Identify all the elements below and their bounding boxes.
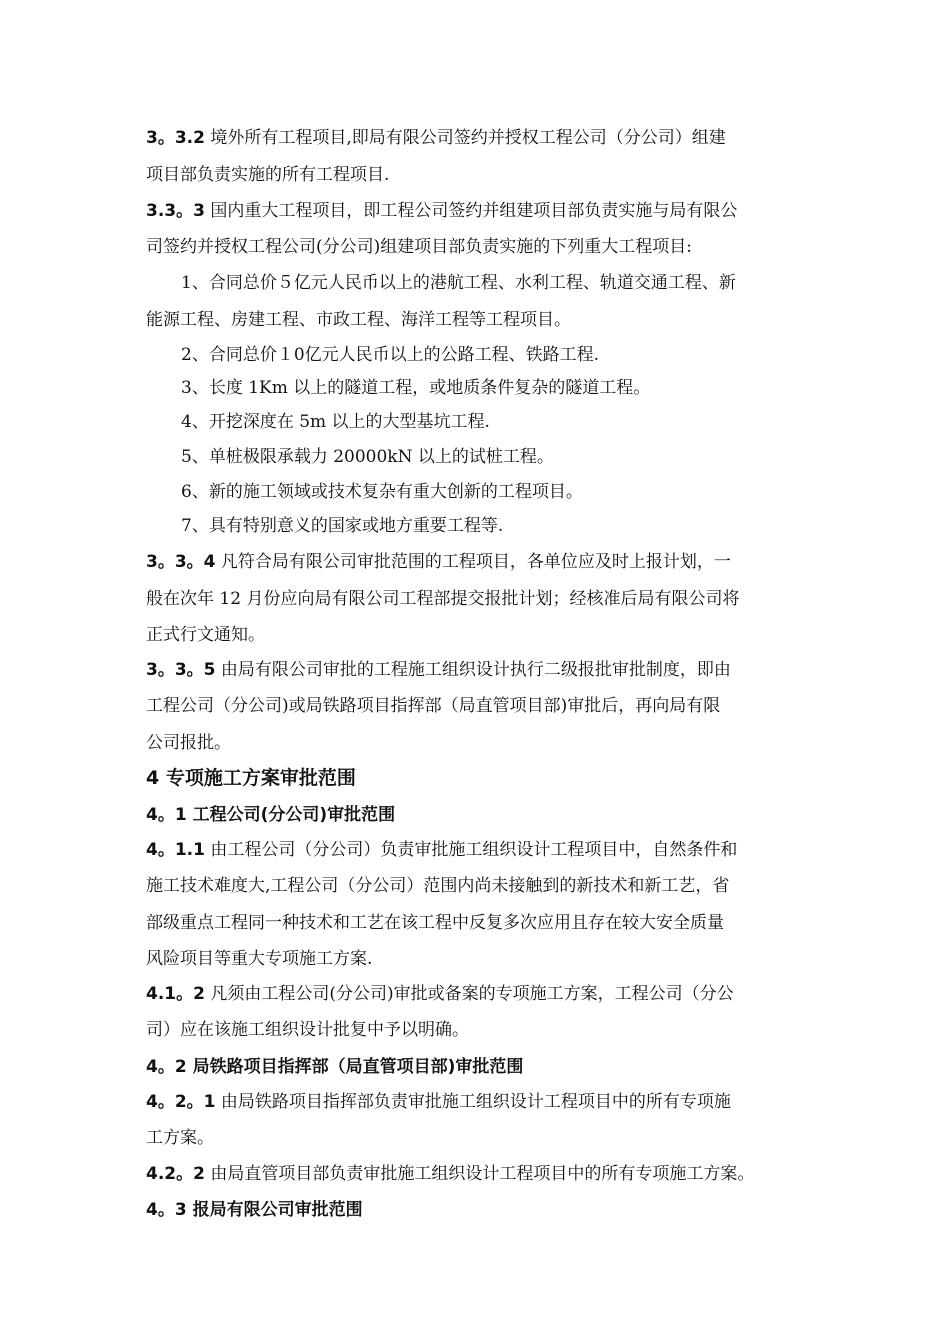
paragraph-3-3-5-line-1: 3。3。5 由局有限公司审批的工程施工组织设计执行二级报批审批制度，即由 <box>146 660 731 680</box>
clause-number: 4。1.1 <box>146 840 205 860</box>
paragraph-4-1-2-line-1: 4.1。2 凡须由工程公司(分公司)审批或备案的专项施工方案，工程公司（分公 <box>146 984 734 1004</box>
paragraph-3-3-5-line-2: 工程公司（分公司)或局铁路项目指挥部（局直管项目部)审批后，再向局有限 <box>146 696 721 716</box>
paragraph-4-1-2-line-2: 司）应在该施工组织设计批复中予以明确。 <box>146 1020 469 1040</box>
paragraph-3-3-3-line-2: 司签约并授权工程公司(分公司)组建项目部负责实施的下列重大工程项目: <box>146 237 692 257</box>
list-item-4: 4、开挖深度在 5m 以上的大型基坑工程. <box>181 412 490 432</box>
section-heading-4-2: 4。2 局铁路项目指挥部（局直管项目部)审批范围 <box>146 1057 524 1077</box>
paragraph-4-1-1-line-3: 部级重点工程同一种技术和工艺在该工程中反复多次应用且存在较大安全质量 <box>146 913 724 933</box>
clause-number: 4.1。2 <box>146 984 205 1004</box>
list-item-1-cont: 能源工程、房建工程、市政工程、海洋工程等工程项目。 <box>146 310 571 330</box>
clause-number: 4。2。1 <box>146 1092 216 1112</box>
list-item-5: 5、单桩极限承载力 20000kN 以上的试桩工程。 <box>181 447 554 467</box>
paragraph-4-2-1-line-1: 4。2。1 由局铁路项目指挥部负责审批施工组织设计工程项目中的所有专项施 <box>146 1092 731 1112</box>
list-item-1: 1、合同总价５亿元人民币以上的港航工程、水利工程、轨道交通工程、新 <box>181 273 736 293</box>
paragraph-3-3-4-line-2: 般在次年 12 月份应向局有限公司工程部提交报批计划；经核准后局有限公司将 <box>146 589 740 609</box>
paragraph-3-3-5-line-3: 公司报批。 <box>146 733 231 753</box>
clause-number: 4.2。2 <box>146 1164 205 1184</box>
clause-number: 3。3。5 <box>146 660 216 680</box>
section-heading-4: 4 专项施工方案审批范围 <box>146 767 356 789</box>
clause-number: 3.3。3 <box>146 201 205 221</box>
paragraph-3-3-2-line-2: 项目部负责实施的所有工程项目. <box>146 165 390 185</box>
list-item-2: 2、合同总价１0亿元人民币以上的公路工程、铁路工程. <box>181 345 600 365</box>
paragraph-4-2-1-line-2: 工方案。 <box>146 1128 214 1148</box>
paragraph-3-3-4-line-3: 正式行文通知。 <box>146 625 265 645</box>
list-item-7: 7、具有特别意义的国家或地方重要工程等. <box>181 516 504 536</box>
section-heading-4-1: 4。1 工程公司(分公司)审批范围 <box>146 805 396 825</box>
section-heading-4-3: 4。3 报局有限公司审批范围 <box>146 1200 363 1220</box>
clause-number: 3。3。4 <box>146 552 216 572</box>
list-item-3: 3、长度 1Km 以上的隧道工程，或地质条件复杂的隧道工程。 <box>181 378 651 398</box>
paragraph-4-1-1-line-2: 施工技术难度大,工程公司（分公司）范围内尚未接触到的新技术和新工艺，省 <box>146 876 730 896</box>
clause-number: 3。3.2 <box>146 128 205 148</box>
paragraph-3-3-3-line-1: 3.3。3 国内重大工程项目，即工程公司签约并组建项目部负责实施与局有限公 <box>146 201 738 221</box>
list-item-6: 6、新的施工领域或技术复杂有重大创新的工程项目。 <box>181 482 583 502</box>
paragraph-4-1-1-line-1: 4。1.1 由工程公司（分公司）负责审批施工组织设计工程项目中，自然条件和 <box>146 840 738 860</box>
paragraph-3-3-2-line-1: 3。3.2 境外所有工程项目,即局有限公司签约并授权工程公司（分公司）组建 <box>146 128 726 148</box>
paragraph-3-3-4-line-1: 3。3。4 凡符合局有限公司审批范围的工程项目，各单位应及时上报计划，一 <box>146 552 731 572</box>
paragraph-4-2-2-line-1: 4.2。2 由局直管项目部负责审批施工组织设计工程项目中的所有专项施工方案。 <box>146 1164 755 1184</box>
paragraph-4-1-1-line-4: 风险项目等重大专项施工方案. <box>146 949 373 969</box>
